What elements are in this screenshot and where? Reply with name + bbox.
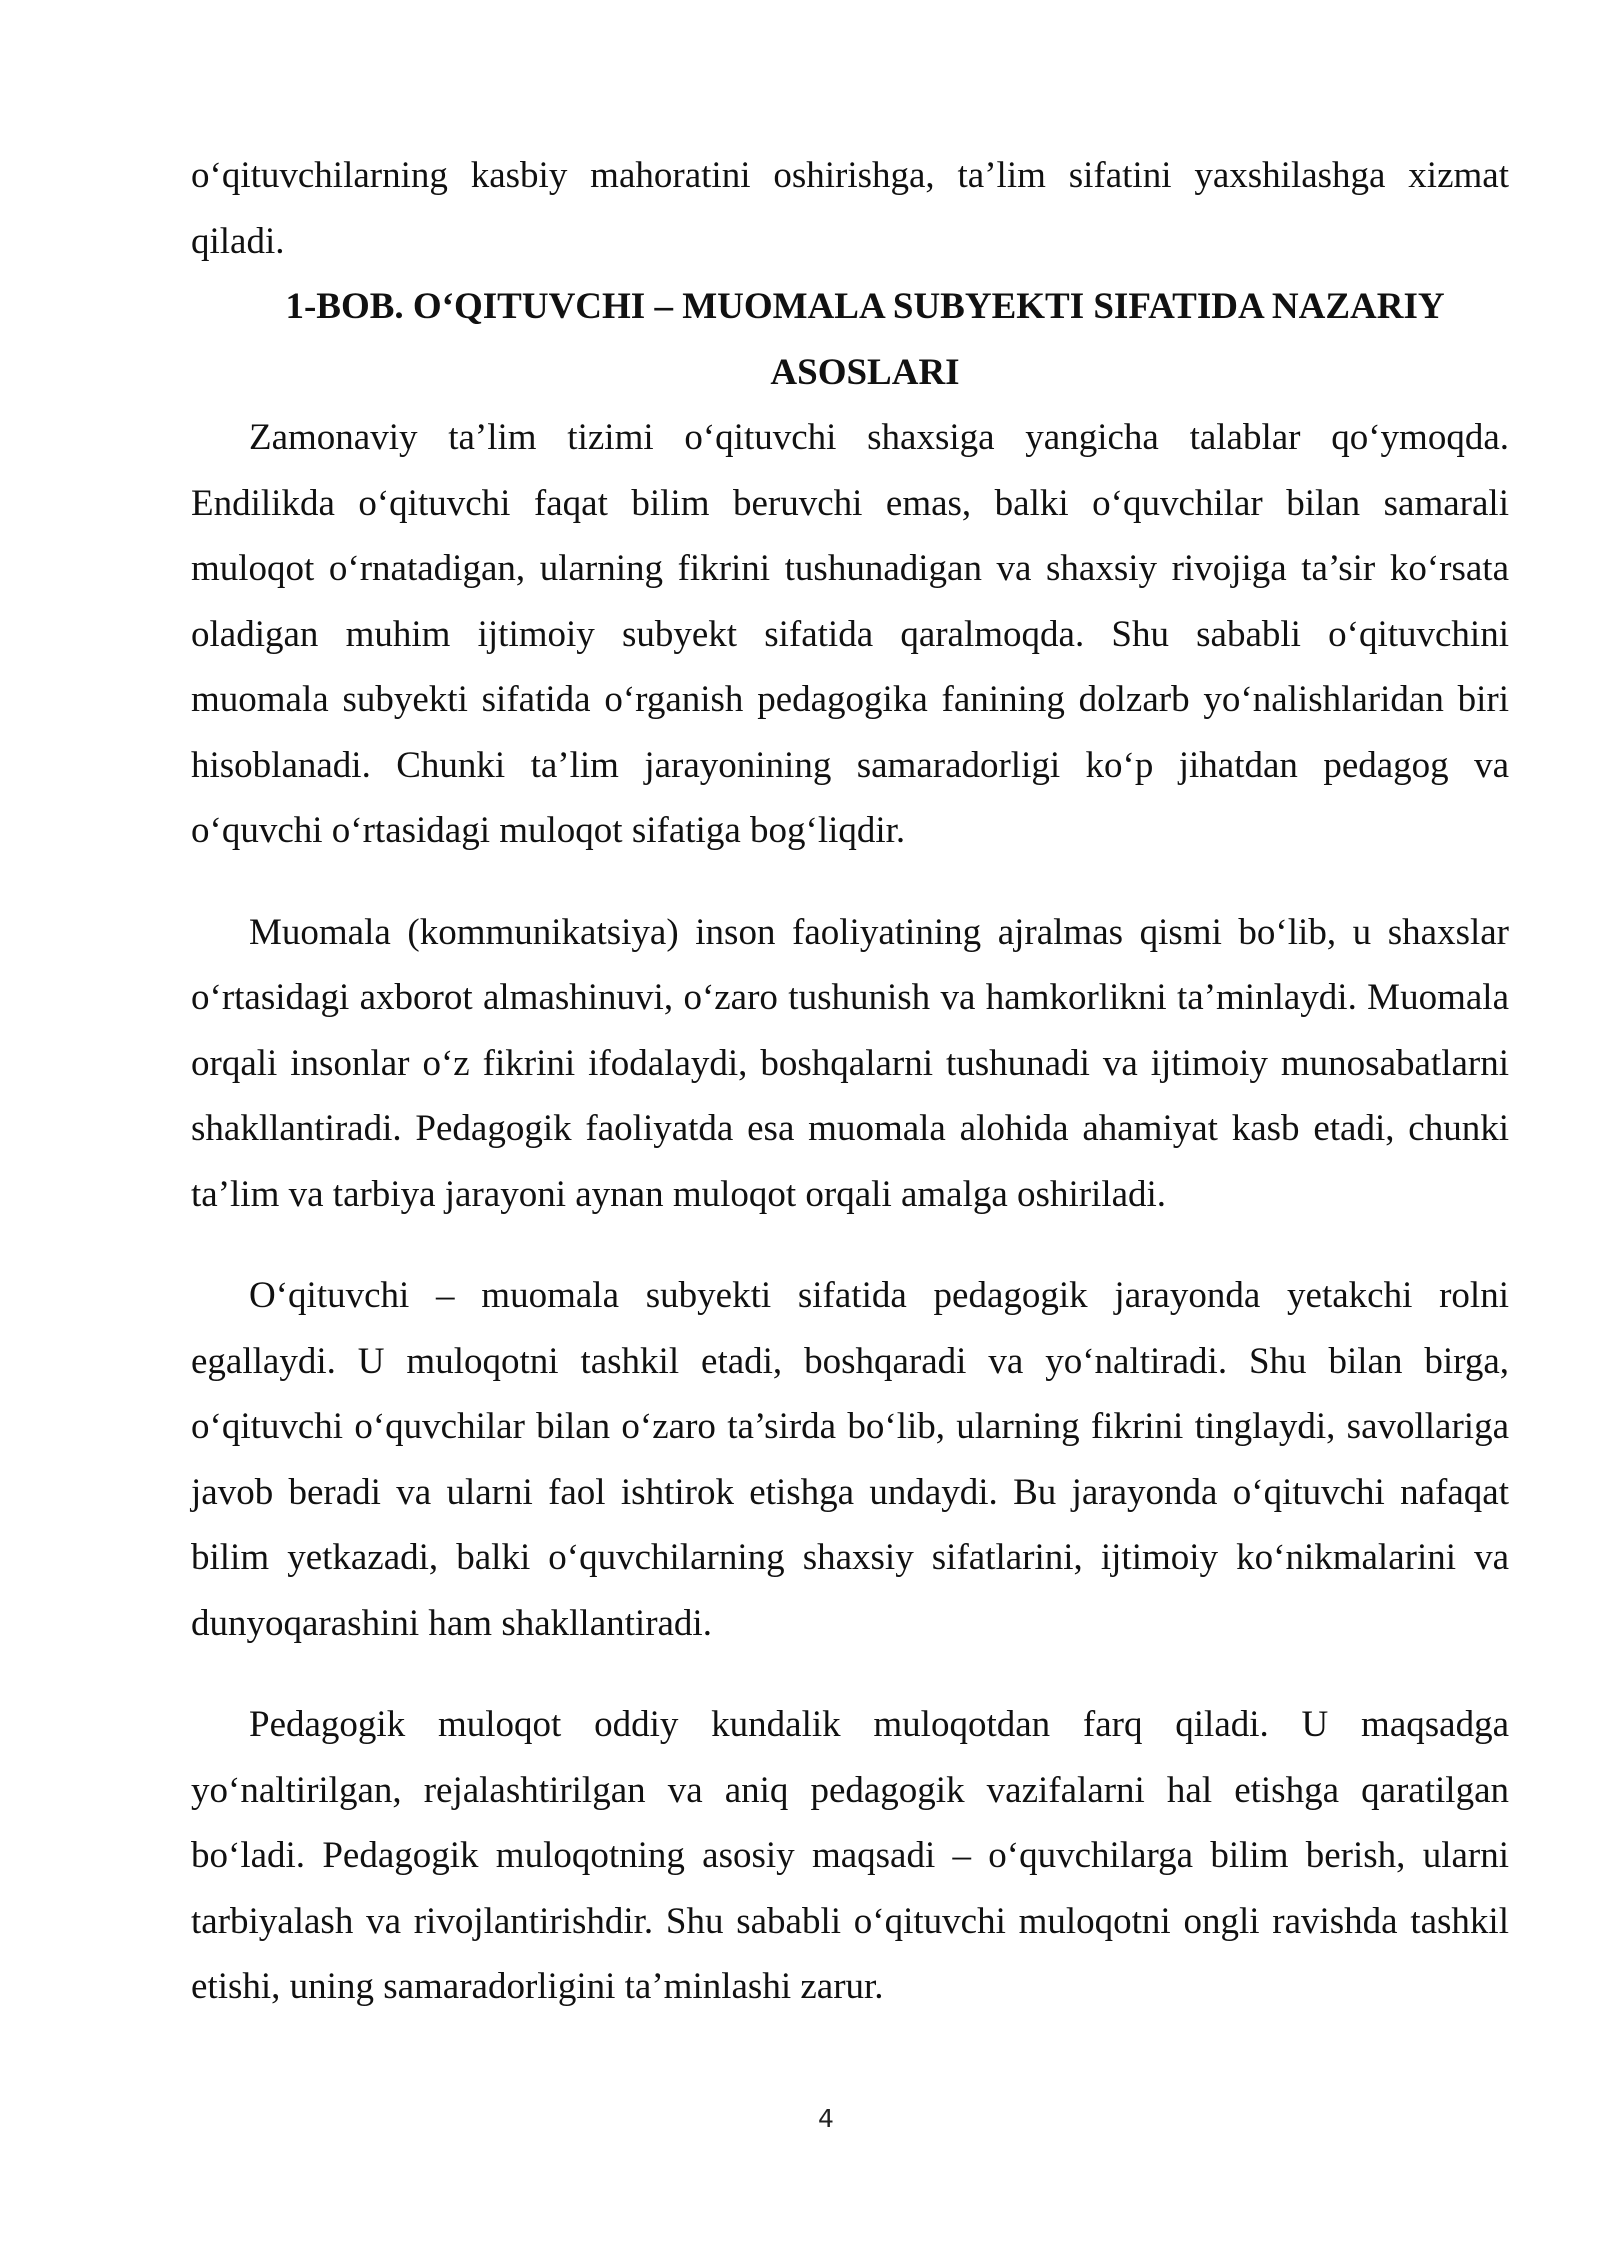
continuation-paragraph: o‘qituvchilarning kasbiy mahoratini oshirishga, ta’lim sifatini yaxshilashga xizmat qiladi. (191, 155, 1509, 262)
page-number: 4 (818, 2104, 834, 2133)
paragraph-4: Pedagogik muloqot oddiy kundalik muloqotdan farq qiladi. U maqsadga yo‘naltirilgan, rejalashtirilgan va aniq pedagogik vazifalarni hal etishga qaratilgan bo‘ladi. Pedagogik muloqotning asosiy maqsadi – o‘quvchilarga bilim berish, ularni tarbiyalash va rivojlantirishdir. Shu sababli o‘qituvchi muloqotni ongli ravishda tashkil etishi, uning samaradorligini ta’minlashi zarur. (191, 1704, 1509, 2007)
paragraph-1: Zamonaviy ta’lim tizimi o‘qituvchi shaxsiga yangicha talablar qo‘ymoqda. Endilikda o‘qituvchi faqat bilim beruvchi emas, balki o‘quvchilar bilan samarali muloqot o‘rnatadigan, ularning fikrini tushunadigan va shaxsiy rivojiga ta’sir ko‘rsata oladigan muhim ijtimoiy subyekt sifatida qaralmoqda. Shu sababli o‘qituvchini muomala subyekti sifatida o‘rganish pedagogika fanining dolzarb yo‘nalishlaridan biri hisoblanadi. Chunki ta’lim jarayonining samaradorligi ko‘p jihatdan pedagog va o‘quvchi o‘rtasidagi muloqot sifatiga bog‘liqdir. (191, 417, 1509, 851)
paragraph-3: O‘qituvchi – muomala subyekti sifatida pedagogik jarayonda yetakchi rolni egallaydi. U muloqotni tashkil etadi, boshqaradi va yo‘naltiradi. Shu bilan birga, o‘qituvchi o‘quvchilar bilan o‘zaro ta’sirda bo‘lib, ularning fikrini tinglaydi, savollariga javob beradi va ularni faol ishtirok etishga undaydi. Bu jarayonda o‘qituvchi nafaqat bilim yetkazadi, balki o‘quvchilarning shaxsiy sifatlarini, ijtimoiy ko‘nikmalarini va dunyoqarashini ham shakllantiradi. (191, 1275, 1509, 1644)
paragraph-2: Muomala (kommunikatsiya) inson faoliyatining ajralmas qismi bo‘lib, u shaxslar o‘rtasidagi axborot almashinuvi, o‘zaro tushunish va hamkorlikni ta’minlaydi. Muomala orqali insonlar o‘z fikrini ifodalaydi, boshqalarni tushunadi va ijtimoiy munosabatlarni shakllantiradi. Pedagogik faoliyatda esa muomala alohida ahamiyat kasb etadi, chunki ta’lim va tarbiya jarayoni aynan muloqot orqali amalga oshiriladi. (191, 911, 1509, 1215)
document-page (191, 143, 1509, 2020)
chapter-heading: 1-BOB. O‘QITUVCHI – MUOMALA SUBYEKTI SIFATIDA NAZARIY ASOSLARI (285, 286, 1445, 393)
